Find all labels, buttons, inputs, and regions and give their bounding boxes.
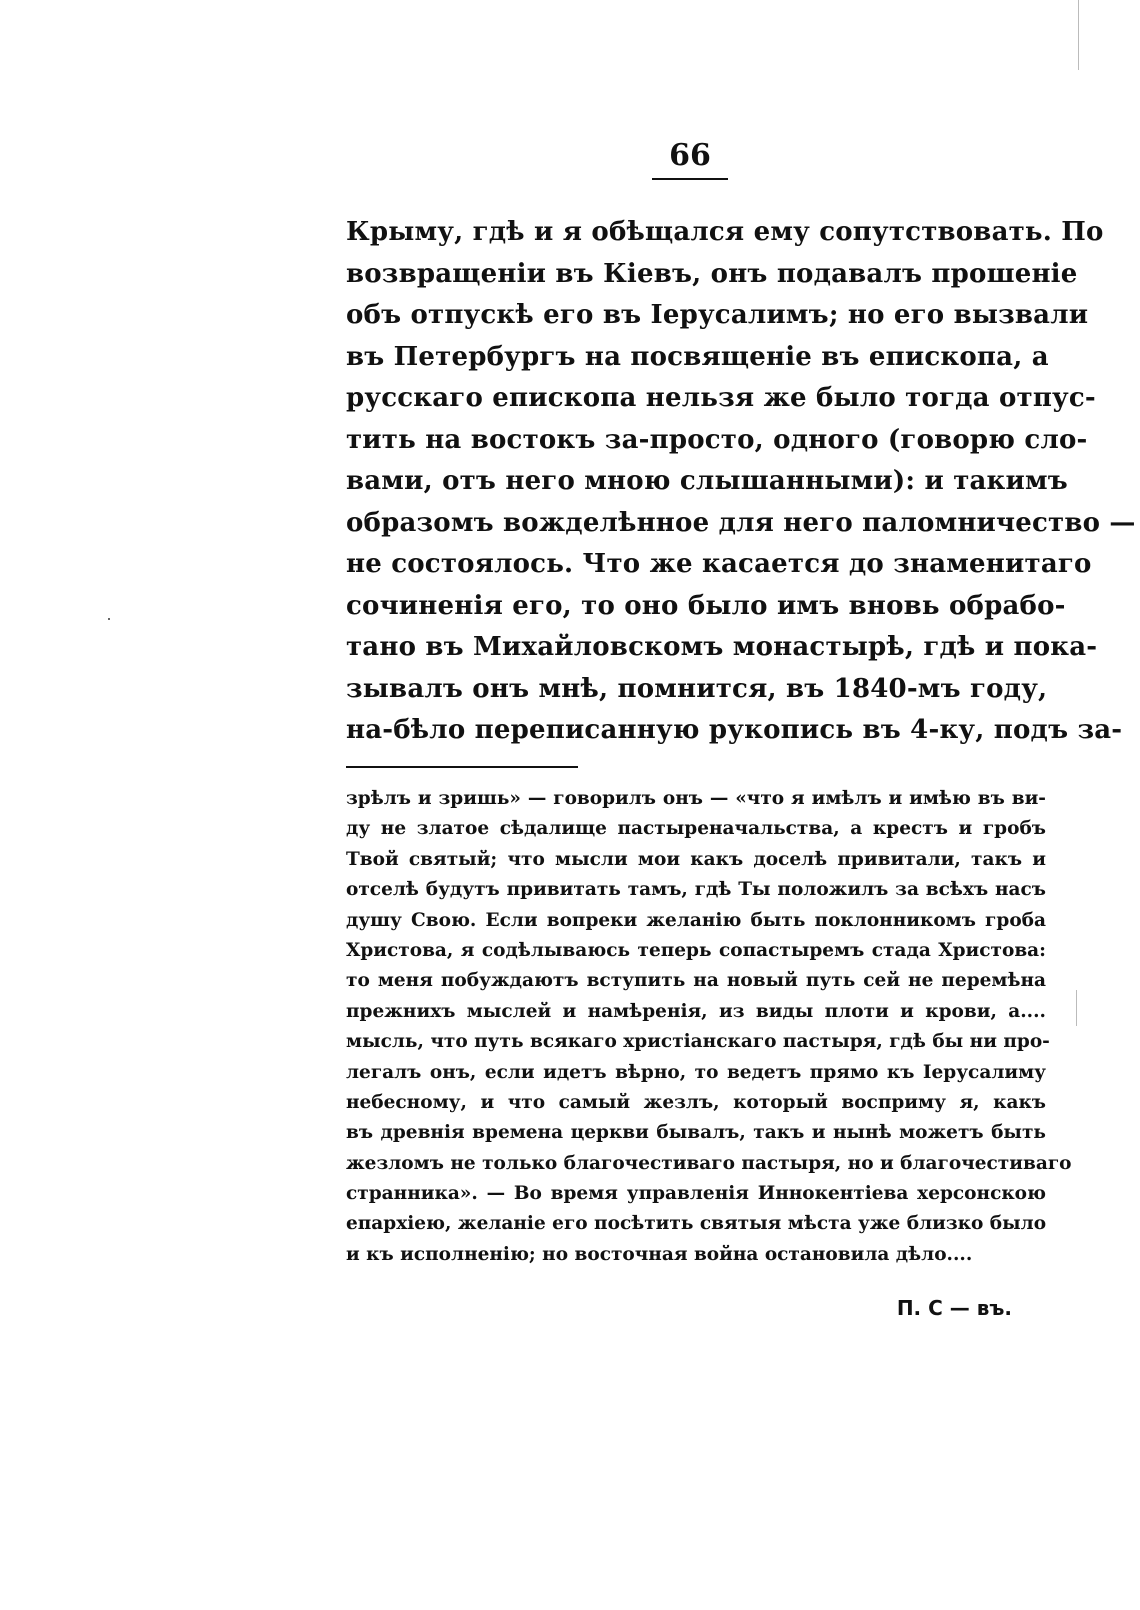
main-text-line: тано въ Михайловскомъ монастырѣ, гдѣ и пока- bbox=[346, 632, 1098, 662]
footnote-separator bbox=[346, 766, 578, 768]
main-text-line: возвращеніи въ Кіевъ, онъ подавалъ прошеніе bbox=[346, 258, 1078, 289]
main-text-line: въ Петербургъ на посвященіе въ епископа, а bbox=[346, 341, 1049, 372]
footnote-line: въ древнія времена церкви бывалъ, такъ и нынѣ можетъ быть bbox=[346, 1122, 1046, 1144]
page-number-underline bbox=[652, 178, 728, 180]
scan-speck bbox=[108, 618, 110, 620]
main-text-line: Крыму, гдѣ и я обѣщался ему сопутствовать. По bbox=[346, 217, 1104, 247]
main-text-line: зывалъ онъ мнѣ, помнится, въ 1840-мъ году, bbox=[346, 673, 1048, 704]
footnote-line: душу Свою. Если вопреки желанію быть поклонникомъ гроба bbox=[346, 909, 1046, 931]
main-text-line: на-бѣло переписанную рукопись въ 4-ку, подъ за- bbox=[346, 715, 1123, 745]
footnote-line: епархіею, желаніе его посѣтить святыя мѣста уже близко было bbox=[346, 1213, 1047, 1235]
main-text-line: вами, отъ него мною слышанными): и такимъ bbox=[346, 466, 1068, 496]
page-number: 66 bbox=[669, 138, 711, 173]
footnote-line: странника». — Во время управленія Иннокентіева херсонскою bbox=[346, 1183, 1046, 1205]
footnote-line: прежнихъ мыслей и намѣренія, из виды плоти и крови, а.... bbox=[346, 1000, 1046, 1022]
footnote-line: то меня побуждаютъ вступить на новый путь сей не перемѣна bbox=[346, 970, 1046, 992]
footnote-line: небесному, и что самый жезлъ, который восприму я, какъ bbox=[346, 1091, 1046, 1113]
scan-edge-mark bbox=[1078, 0, 1079, 70]
footnote-line: Твой святый; что мысли мои какъ доселѣ привитали, такъ и bbox=[346, 848, 1046, 870]
main-text-line: русскаго епископа нельзя же было тогда отпус- bbox=[346, 383, 1096, 413]
main-text-line: не состоялось. Что же касается до знаменитаго bbox=[346, 549, 1092, 579]
footnote-line: жезломъ не только благочестиваго пастыря, но и благочестиваго bbox=[346, 1152, 1072, 1174]
main-text-line: объ отпускѣ его въ Іерусалимъ; но его вызвали bbox=[346, 300, 1089, 330]
footnote-line: отселѣ будутъ привитать тамъ, гдѣ Ты положилъ за всѣхъ насъ bbox=[346, 879, 1046, 901]
main-text-line: сочиненія его, то оно было имъ вновь обрабо- bbox=[346, 590, 1066, 621]
footnote-line: легалъ онъ, если идетъ вѣрно, то ведетъ прямо къ Іерусалиму bbox=[346, 1061, 1046, 1083]
footnote-block bbox=[346, 784, 1072, 1270]
main-text-block bbox=[346, 212, 1136, 752]
main-text-line: тить на востокъ за-просто, одного (говорю сло- bbox=[346, 424, 1088, 455]
footnote-line: зрѣлъ и зришь» — говорилъ онъ — «что я имѣлъ и имѣю въ ви- bbox=[346, 788, 1046, 809]
footnote-line: и къ исполненію; но восточная война остановила дѣло.... bbox=[346, 1243, 973, 1265]
scan-edge-mark bbox=[1076, 990, 1077, 1026]
footnote-line: Христова, я содѣлываюсь теперь сопастыремъ стада Христова: bbox=[346, 939, 1046, 961]
footnote-line: ду не златое сѣдалище пастыреначальства, а крестъ и гробъ bbox=[346, 818, 1046, 840]
main-text-line: образомъ вожделѣнное для него паломничество — bbox=[346, 507, 1136, 538]
footnote-signature: П. С — въ. bbox=[896, 1296, 1012, 1320]
footnote-line: мысль, что путь всякаго христіанскаго пастыря, гдѣ бы ни про- bbox=[346, 1031, 1050, 1053]
